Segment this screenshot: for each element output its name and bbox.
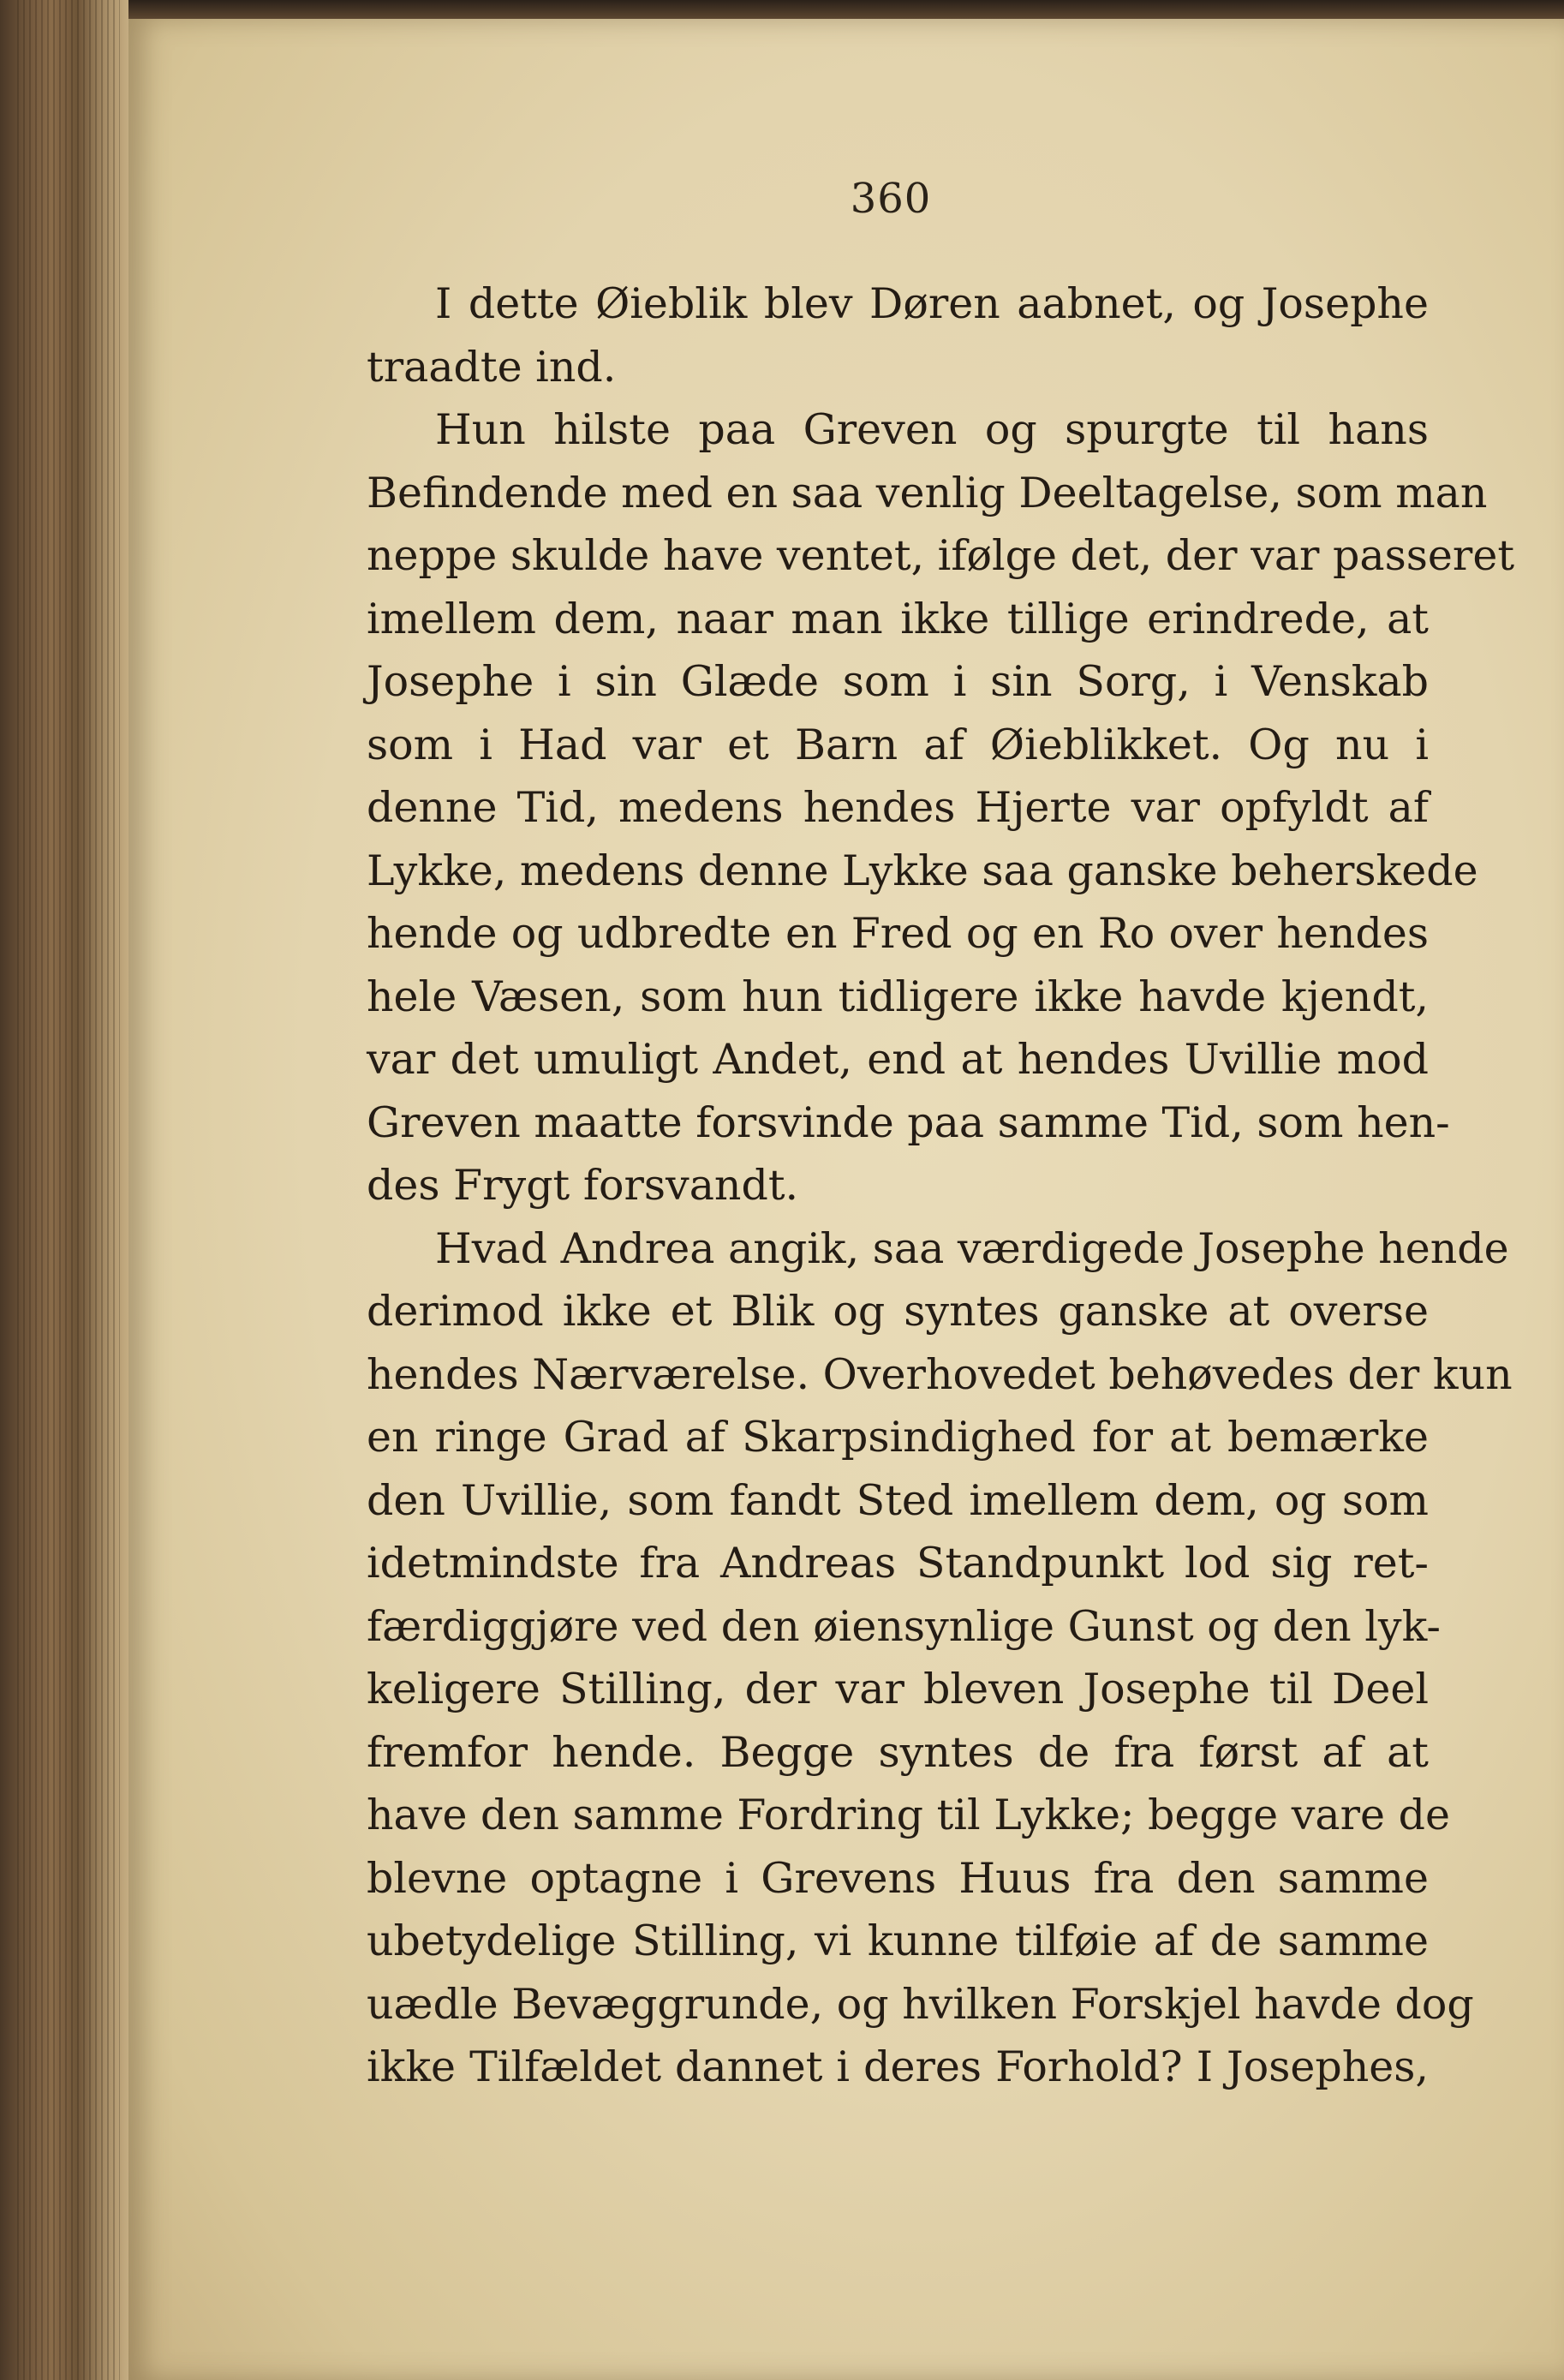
text-line: keligere Stilling, der var bleven Josephe til Deel — [367, 1665, 1429, 1713]
text-line: som i Had var et Barn af Øieblikket. Og nu i — [367, 720, 1429, 769]
text-line: hende og udbredte en Fred og en Ro over hendes — [367, 909, 1429, 958]
text-line: idetmindste fra Andreas Standpunkt lod sig ret- — [367, 1539, 1429, 1588]
text-line: ubetydelige Stilling, vi kunne tilføie af de samme — [367, 1917, 1429, 1965]
text-line: Hun hilste paa Greven og spurgte til hans — [435, 405, 1429, 454]
book-spine-edge — [0, 0, 128, 2380]
text-line: Greven maatte forsvinde paa samme Tid, som hen- — [367, 1097, 1450, 1147]
text-line: derimod ikke et Blik og syntes ganske at overse — [367, 1287, 1429, 1336]
text-line: en ringe Grad af Skarpsindighed for at bemærke — [367, 1413, 1429, 1462]
text-line: Josephe i sin Glæde som i sin Sorg, i Venskab — [367, 657, 1429, 706]
text-line: I dette Øieblik blev Døren aabnet, og Josephe — [435, 279, 1429, 328]
page-stack-lines — [17, 0, 120, 2380]
text-line: imellem dem, naar man ikke tillige erindrede, at — [367, 594, 1429, 643]
text-line: des Frygt forsvandt. — [367, 1161, 799, 1210]
text-line: ikke Tilfældet dannet i deres Forhold? I Josephes, — [367, 2042, 1429, 2091]
text-line: Befindende med en saa venlig Deeltagelse, som man — [367, 468, 1488, 517]
text-line: den Uvillie, som fandt Sted imellem dem, og som — [367, 1475, 1429, 1525]
text-line: have den samme Fordring til Lykke; begge vare de — [367, 1791, 1450, 1839]
text-line: fremfor hende. Begge syntes de fra først af at — [367, 1727, 1429, 1777]
body-text — [367, 272, 1515, 2099]
text-line: blevne optagne i Grevens Huus fra den samme — [367, 1853, 1429, 1903]
page-top-edge — [0, 0, 1564, 19]
text-line: hele Væsen, som hun tidligere ikke havde kjendt, — [367, 972, 1429, 1021]
page-number: 360 — [850, 175, 932, 223]
text-line: traadte ind. — [367, 342, 617, 392]
text-line: Hvad Andrea angik, saa værdigede Josephe hende — [435, 1223, 1509, 1273]
text-line: hendes Nærværelse. Overhovedet behøvedes der kun — [367, 1349, 1513, 1399]
text-line: denne Tid, medens hendes Hjerte var opfyldt af — [367, 783, 1429, 832]
text-line: var det umuligt Andet, end at hendes Uvillie mod — [367, 1035, 1429, 1084]
text-line: færdiggjøre ved den øiensynlige Gunst og den lyk- — [367, 1601, 1441, 1651]
text-line: uædle Bevæggrunde, og hvilken Forskjel havde dog — [367, 1979, 1474, 2029]
text-line: Lykke, medens denne Lykke saa ganske beherskede — [367, 846, 1478, 895]
text-line: neppe skulde have ventet, ifølge det, der var passeret — [367, 531, 1515, 580]
